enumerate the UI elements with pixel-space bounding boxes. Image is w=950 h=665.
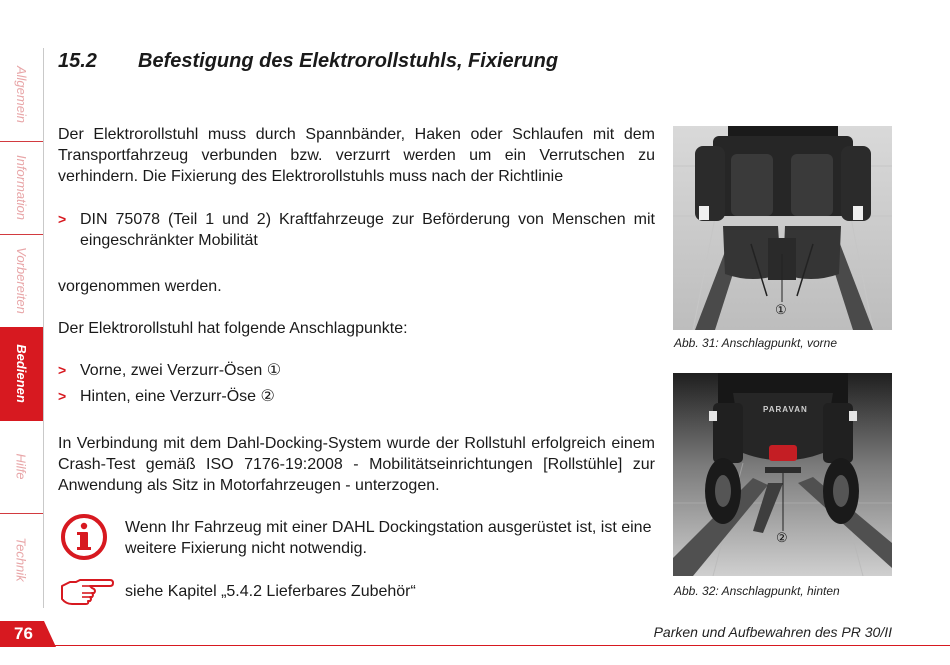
section-number: 15.2 — [58, 50, 97, 72]
bullet-marker: > — [58, 362, 67, 378]
tab-label: Technik — [14, 537, 30, 582]
footer-title: Parken und Aufbewahren des PR 30/II — [653, 624, 892, 640]
bullet-front — [58, 360, 655, 381]
tab-technik[interactable] — [0, 513, 43, 606]
tab-label: Information — [14, 154, 30, 221]
footer-rule — [0, 645, 950, 646]
chapter-tab-rail — [0, 48, 44, 608]
tab-allgemein[interactable] — [0, 48, 43, 142]
docking-paragraph: In Verbindung mit dem Dahl-Docking-System wurde der Rollstuhl erfolgreich einem Crash-Test gemäß ISO 7176-19:2008 - Mobilitätseinrichtungen [Rollstühle] zur Anwendung als Sitz in Motorfahrzeugen - unterzogen. — [58, 435, 655, 494]
points-intro: Der Elektrorollstuhl hat folgende Anschlagpunkte: — [58, 320, 408, 337]
info-icon — [60, 513, 108, 566]
bullet-din-text: DIN 75078 (Teil 1 und 2) Kraftfahrzeuge zur Beförderung von Menschen mit eingeschränkter Mobilität — [80, 211, 655, 249]
tab-label: Allgemein — [14, 65, 29, 124]
section-heading — [58, 50, 558, 73]
tab-information[interactable] — [0, 141, 43, 235]
photo-anschlagpunkt-hinten — [673, 373, 892, 576]
page-number: 76 — [14, 624, 33, 643]
tab-label: Hilfe — [13, 453, 29, 480]
bullet-din — [58, 209, 655, 251]
pointing-hand-icon — [60, 577, 114, 612]
tab-vorbereiten[interactable] — [0, 234, 43, 328]
marker-1: ① — [775, 302, 787, 317]
brand-label: PARAVAN — [763, 405, 808, 414]
marker-2: ② — [776, 530, 788, 545]
info-note-text: Wenn Ihr Fahrzeug mit einer DAHL Dockingstation ausgerüstet ist, ist eine weitere Fixierung nicht notwendig. — [125, 519, 652, 557]
bullet-front-text: Vorne, zwei Verzurr-Ösen ① — [80, 362, 282, 379]
bullet-rear — [58, 386, 655, 407]
tab-label: Vorbereiten — [14, 247, 30, 314]
bullet-marker: > — [58, 211, 67, 227]
tab-hilfe[interactable] — [0, 420, 43, 514]
bullet-rear-text: Hinten, eine Verzurr-Öse ② — [80, 388, 275, 405]
bullet-marker: > — [58, 388, 67, 404]
intro-paragraph: Der Elektrorollstuhl muss durch Spannbänder, Haken oder Schlaufen mit dem Transportfahrzeug verbunden bzw. verzurrt werden um ein Verrutschen zu verhindern. Die Fixierung des Elektrorollstuhls muss nach der Richtlinie — [58, 126, 655, 185]
tab-label: Bedienen — [14, 344, 30, 403]
after-din-paragraph: vorgenommen werden. — [58, 278, 222, 295]
caption-abb-32: Abb. 32: Anschlagpunkt, hinten — [674, 584, 840, 598]
tab-bedienen[interactable] — [0, 327, 43, 421]
caption-abb-31: Abb. 31: Anschlagpunkt, vorne — [674, 336, 837, 350]
page-number-badge — [0, 621, 56, 647]
photo-anschlagpunkt-vorne — [673, 126, 892, 330]
reference-link[interactable]: siehe Kapitel „5.4.2 Lieferbares Zubehör“ — [125, 583, 416, 600]
section-title: Befestigung des Elektrorollstuhls, Fixierung — [138, 50, 559, 72]
